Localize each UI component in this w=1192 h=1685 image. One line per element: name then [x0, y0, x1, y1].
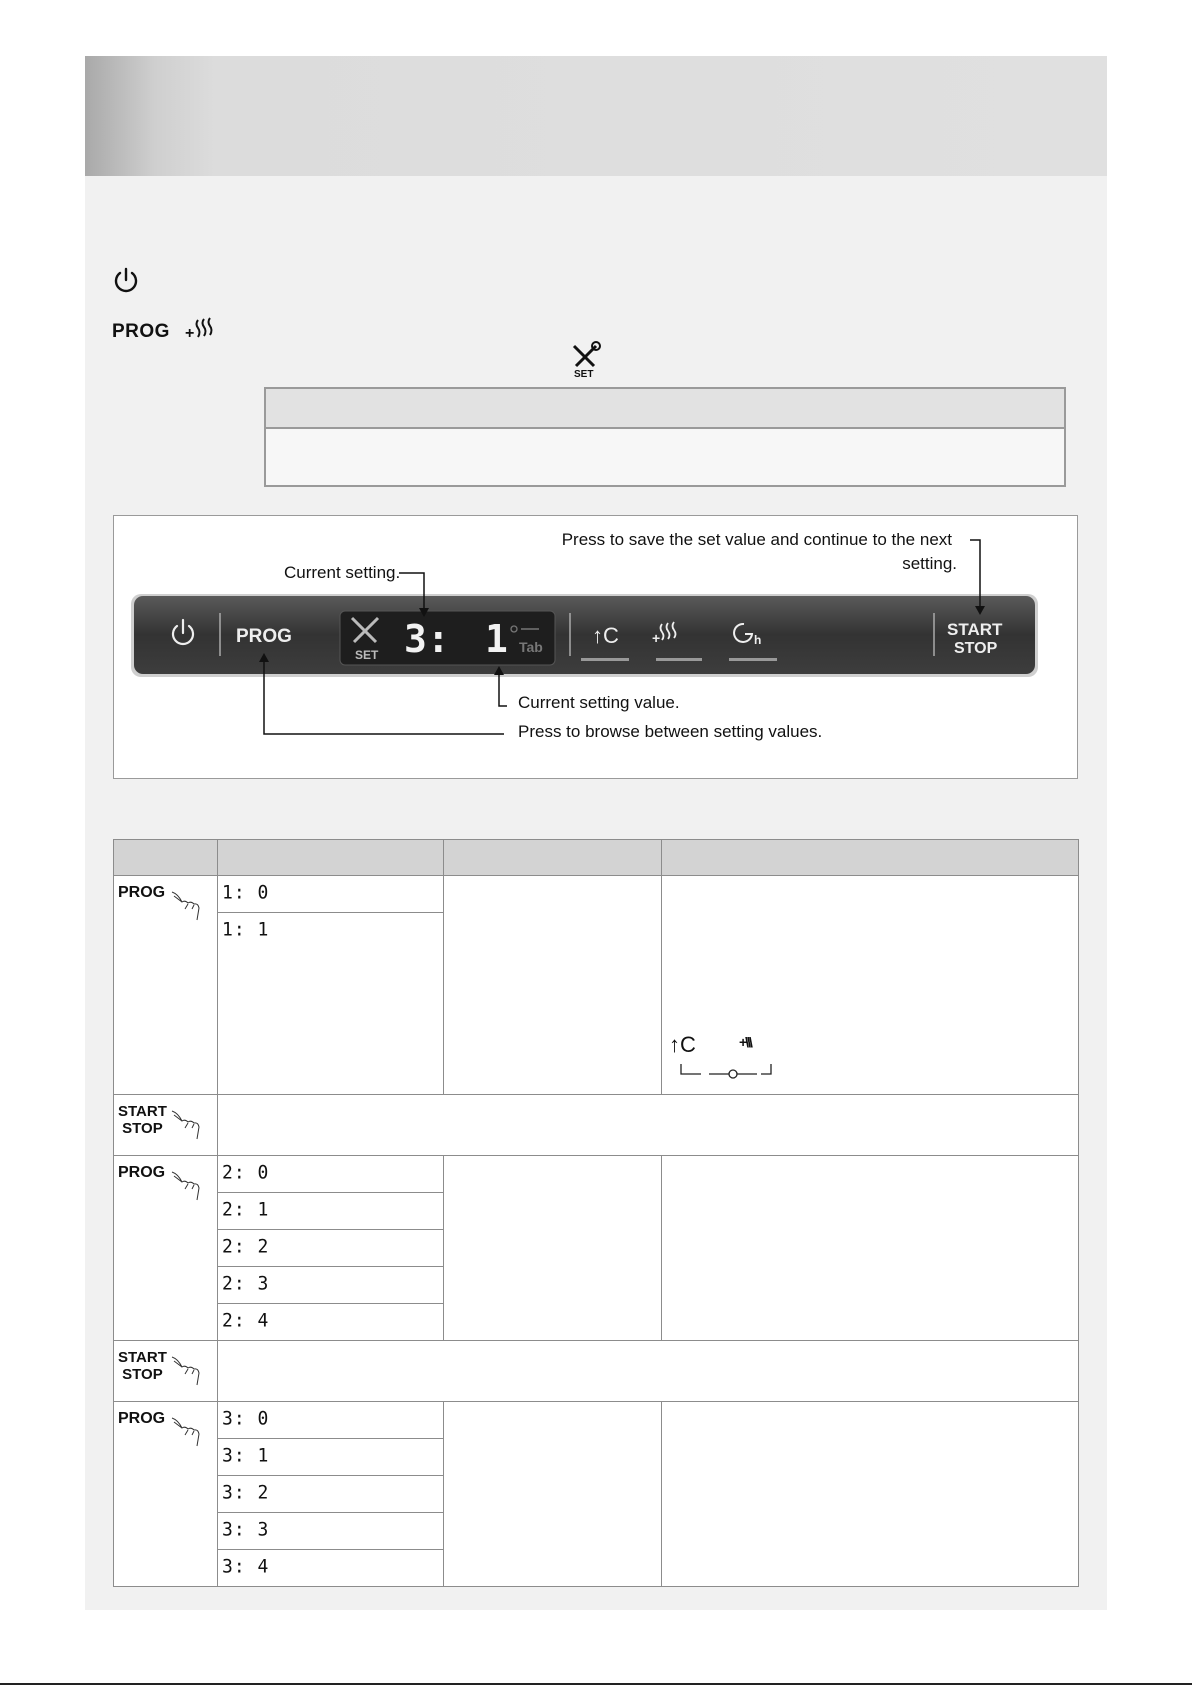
- setting-code-cell: [218, 876, 444, 913]
- table-row: [114, 1402, 1079, 1439]
- setting-code: 2: 0: [222, 1161, 270, 1184]
- setting-code-cell: [218, 1439, 444, 1476]
- power-icon: [111, 266, 141, 296]
- callout-save-line1: Press to save the set value and continue to the next: [561, 530, 952, 549]
- start-stop-description-cell: [218, 1341, 1079, 1402]
- setting-code: 2: 4: [222, 1309, 270, 1332]
- setting-code-cell: [218, 1550, 444, 1587]
- table-row: [114, 1341, 1079, 1402]
- setting-code: 3: 4: [222, 1555, 270, 1578]
- table-row: [114, 1156, 1079, 1193]
- finger-press-icon: [170, 1355, 204, 1391]
- description-cell: [444, 1402, 662, 1587]
- prog-button-cell: [114, 1156, 218, 1341]
- setting-code-cell: [218, 1476, 444, 1513]
- key-combination: [667, 1032, 777, 1082]
- setting-code-cell: [218, 1304, 444, 1341]
- notes-cell: [662, 876, 1079, 1095]
- panel-tab-label: Tab: [519, 639, 543, 655]
- setting-code: 2: 3: [222, 1272, 270, 1295]
- setting-code-cell: [218, 1230, 444, 1267]
- table-header-cell: [662, 840, 1079, 876]
- svg-text:SET: SET: [355, 648, 379, 662]
- prog-button-cell: [114, 1402, 218, 1587]
- key-lock-icon: [679, 1062, 779, 1082]
- setting-code-cell: [218, 1402, 444, 1439]
- svg-text:h: h: [754, 633, 762, 647]
- start-stop-button-label: START STOP: [118, 1349, 167, 1383]
- setting-code-cell: [218, 1156, 444, 1193]
- setting-code: 1: 1: [222, 918, 270, 941]
- setting-code: 3: 2: [222, 1481, 270, 1504]
- callout-browse-values: Press to browse between setting values.: [518, 722, 823, 741]
- setting-code: 2: 1: [222, 1198, 270, 1221]
- svg-text:SET: SET: [574, 369, 594, 378]
- svg-text:+: +: [652, 630, 661, 646]
- panel-stop-label: STOP: [954, 640, 998, 657]
- panel-current-value: 1: [485, 617, 508, 661]
- callout-save-line2: setting.: [902, 554, 957, 573]
- callout-current-value: Current setting value.: [518, 693, 680, 712]
- setting-code-cell: [218, 1267, 444, 1304]
- setting-code-cell: [218, 1513, 444, 1550]
- callout-current-setting: Current setting.: [284, 563, 401, 582]
- setting-code: 2: 2: [222, 1235, 270, 1258]
- note-box-header: [266, 389, 1064, 429]
- prog-button-label: PROG: [112, 321, 170, 342]
- panel-prog-label: PROG: [236, 626, 292, 647]
- panel-current-setting: 3:: [404, 617, 450, 661]
- setting-code: 3: 1: [222, 1444, 270, 1467]
- note-box: [264, 387, 1066, 487]
- plus-heat-icon: [185, 316, 219, 342]
- panel-start-label: START: [947, 620, 1003, 639]
- start-stop-button-label: START STOP: [118, 1103, 167, 1137]
- setting-code: 3: 0: [222, 1407, 270, 1430]
- temperature-icon: ↑C: [669, 1032, 696, 1057]
- prog-button-cell: [114, 876, 218, 1095]
- prog-button-label: PROG: [118, 1410, 166, 1427]
- start-stop-button-cell: [114, 1095, 218, 1156]
- setting-code: 1: 0: [222, 881, 270, 904]
- table-row: [114, 876, 1079, 913]
- header-band: [85, 56, 1107, 176]
- table-header-row: [114, 840, 1079, 876]
- setting-code: 3: 3: [222, 1518, 270, 1541]
- notes-cell: [662, 1156, 1079, 1341]
- table-row: [114, 1095, 1079, 1156]
- notes-cell: [662, 1402, 1079, 1587]
- setting-code-cell: [218, 1193, 444, 1230]
- settings-tools-icon: [568, 340, 604, 378]
- svg-text:+: +: [185, 325, 195, 342]
- prog-button-label: PROG: [118, 1164, 166, 1181]
- start-stop-button-cell: [114, 1341, 218, 1402]
- finger-press-icon: [170, 1416, 204, 1452]
- start-stop-description-cell: [218, 1095, 1079, 1156]
- description-cell: [444, 876, 662, 1095]
- finger-press-icon: [170, 1170, 204, 1206]
- table-header-cell: [218, 840, 444, 876]
- setting-code-cell: [218, 913, 444, 1095]
- panel-temperature-icon: ↑C: [592, 623, 619, 648]
- prog-button-label: PROG: [118, 884, 166, 901]
- table-header-cell: [444, 840, 662, 876]
- table-header-cell: [114, 840, 218, 876]
- description-cell: [444, 1156, 662, 1341]
- control-panel-diagram: [113, 515, 1078, 779]
- settings-table: [113, 839, 1079, 1587]
- plus-heat-icon: +\\\: [739, 1034, 751, 1050]
- finger-press-icon: [170, 890, 204, 926]
- finger-press-icon: [170, 1109, 204, 1145]
